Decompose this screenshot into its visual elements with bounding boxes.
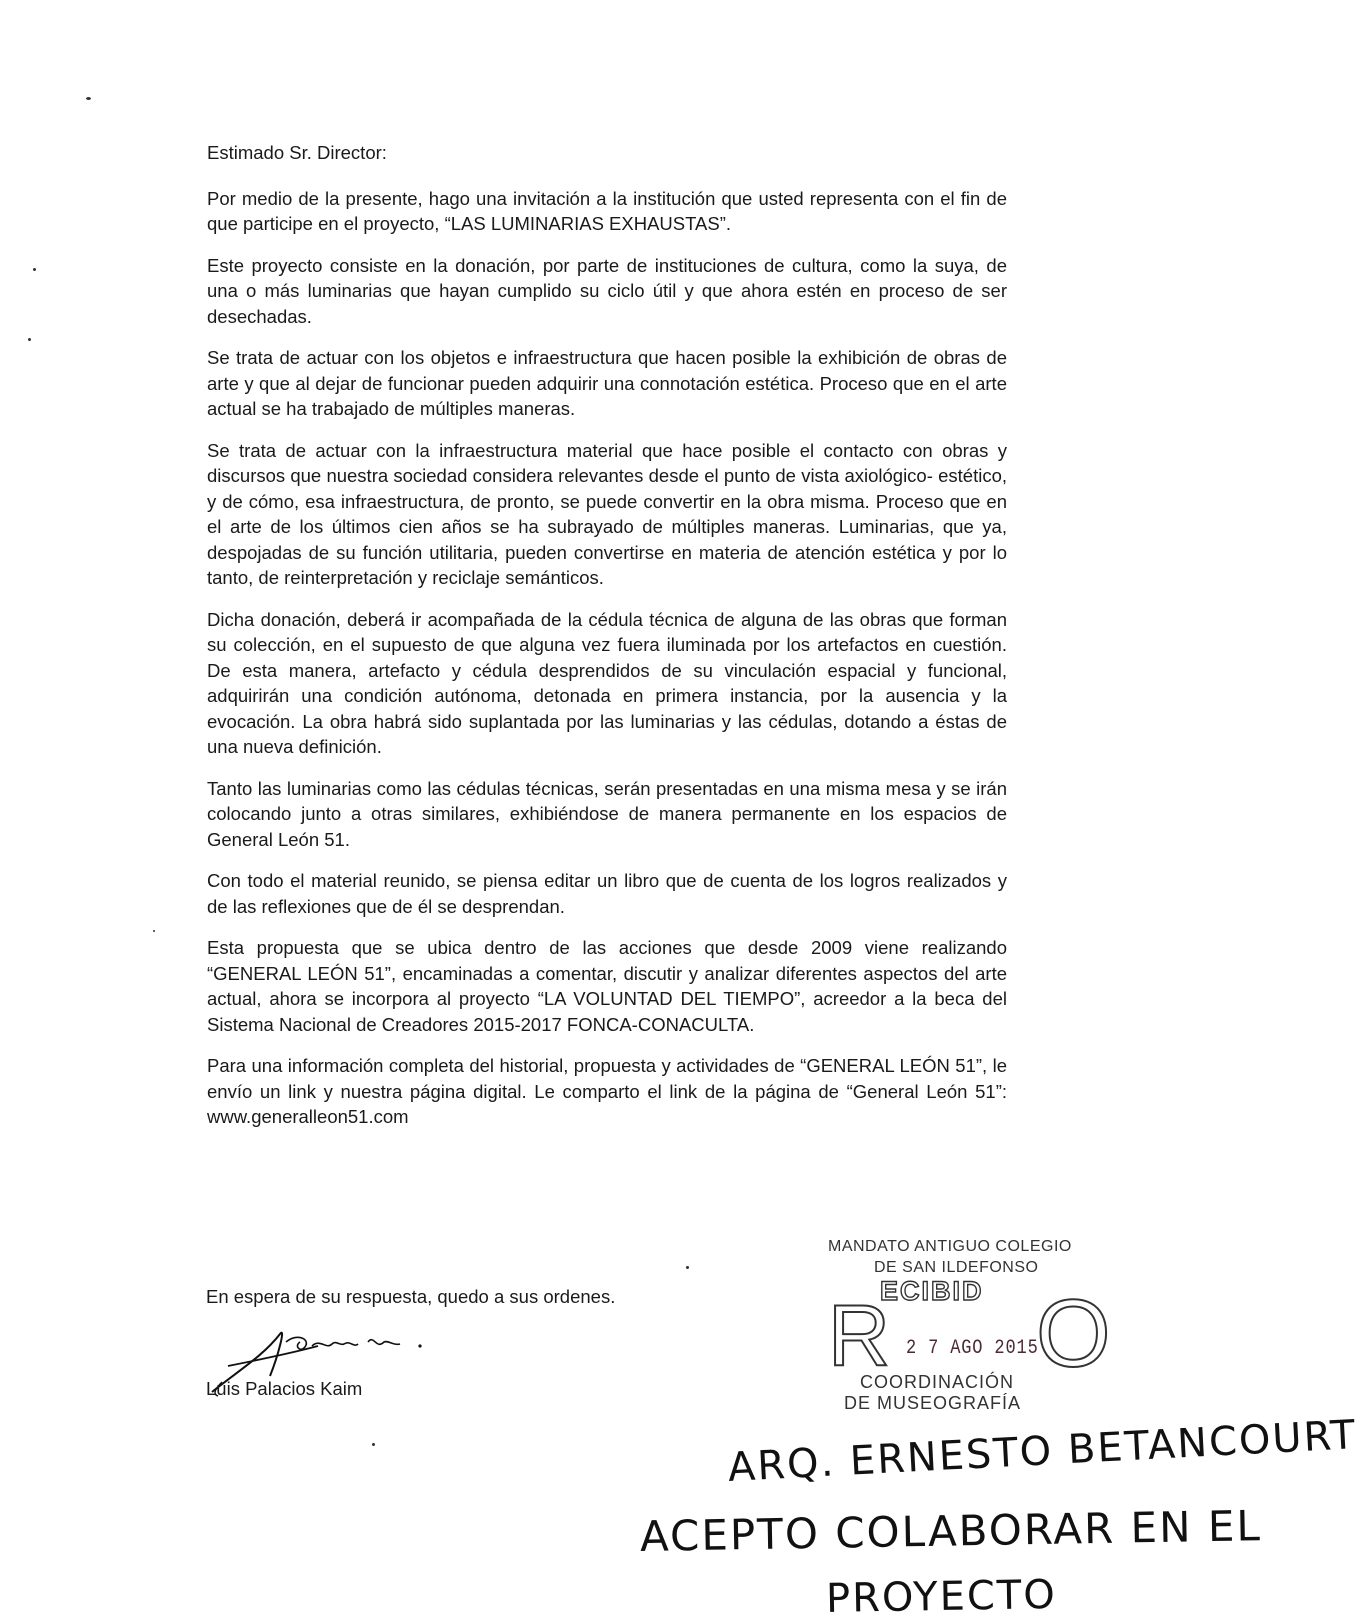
scan-speck (372, 1443, 375, 1446)
scan-speck (153, 930, 155, 932)
handwritten-note-line3: PROYECTO (825, 1571, 1058, 1622)
paragraph-link: Para una información completa del historial, propuesta y actividades de “GENERAL LEÓN 51”, le envío un link y nuestra página digital. Le comparto el link de la página de “General León 51”: www.generalleon51.com (207, 1055, 1007, 1127)
scan-speck (86, 97, 91, 100)
paragraph-invitation: Por medio de la presente, hago una invitación a la institución que usted representa con el fin de que participe en el proyecto, “LAS LUMINARIAS EXHAUSTAS”. (207, 187, 1007, 234)
paragraph-book: Con todo el material reunido, se piensa editar un libro que de cuenta de los logros realizados y de las reflexiones que de él se desprendan. (207, 870, 1007, 917)
paragraph-objects: Se trata de actuar con los objetos e infraestructura que hacen posible la exhibición de obras de arte y que al dejar de funcionar pueden adquirir una connotación estética. Proceso que en el arte actual se ha trabajado de múltiples maneras. (207, 347, 1007, 419)
paragraph-donation: Dicha donación, deberá ir acompañada de la cédula técnica de alguna de las obras que forman su colección, en el supuesto de que alguna vez fuera iluminada por los artefactos en cuestión. De esta manera, artefacto y cédula desprendidos de su vinculación espacial y funcional, adquirirán una condición autónoma, detonada en primera instancia, por la ausencia y la evocación. La obra habrá sido suplantada por las luminarias y las cédulas, dotando a éstas de una nueva definición. (207, 608, 1007, 757)
handwritten-note-line1: ARQ. ERNESTO BETANCOURT (726, 1412, 1358, 1491)
received-stamp (810, 1238, 1110, 1448)
stamp-institution-line2: DE SAN ILDEFONSO (874, 1259, 1039, 1276)
letter-body (207, 140, 1007, 1146)
stamp-institution-line1: MANDATO ANTIGUO COLEGIO (828, 1238, 1072, 1255)
paragraph-proposal: Esta propuesta que se ubica dentro de las acciones que desde 2009 viene realizando “GENERAL LEÓN 51”, encaminadas a comentar, discutir y analizar diferentes aspectos del arte actual, ahora se incorpora al proyecto “LA VOLUNTAD DEL TIEMPO”, acreedor a la beca del Sistema Nacional de Creadores 2015-2017 FONCA-CONACULTA. (207, 937, 1007, 1035)
salutation: Estimado Sr. Director: (207, 142, 387, 163)
handwritten-note-line2: ACEPTO COLABORAR EN EL (639, 1501, 1263, 1561)
scan-speck (686, 1266, 689, 1269)
stamp-department-line1: COORDINACIÓN (860, 1372, 1015, 1392)
closing-line: En espera de su respuesta, quedo a sus ordenes. (206, 1286, 616, 1307)
stamp-date: 2 7 AGO 2015 (906, 1337, 1039, 1360)
paragraph-project-description: Este proyecto consiste en la donación, por parte de instituciones de cultura, como la suya, de una o más luminarias que hayan cumplido su ciclo útil y que ahora estén en proceso de ser desechadas. (207, 254, 1007, 327)
stamp-department-line2: DE MUSEOGRAFÍA (844, 1393, 1022, 1413)
stamp-recibido-middle: ECIBID (880, 1276, 984, 1306)
signer-name: Luis Palacios Kaim (206, 1378, 363, 1399)
scan-speck (28, 338, 31, 341)
paragraph-infrastructure: Se trata de actuar con la infraestructura material que hace posible el contacto con obras y discursos que nuestra sociedad considera relevantes desde el punto de vista axiológico- estético, y de cómo, esa infraestructura, de pronto, se puede convertir en la obra misma. Proceso que en el arte de los últimos cien años se ha subrayado de múltiples maneras. Luminarias, que ya, despojadas de su función utilitaria, pueden convertirse en materia de atención estética y por lo tanto, de reinterpretación y reciclaje semánticos. (207, 439, 1007, 588)
stamp-recibido-r: R (828, 1288, 891, 1384)
scan-speck (33, 268, 36, 271)
paragraph-exhibition: Tanto las luminarias como las cédulas técnicas, serán presentadas en una misma mesa y se irán colocando junto a otras similares, exhibiéndose de manera permanente en los espacios de General León 51. (207, 777, 1007, 850)
stamp-recibido-o: O (1036, 1280, 1111, 1387)
